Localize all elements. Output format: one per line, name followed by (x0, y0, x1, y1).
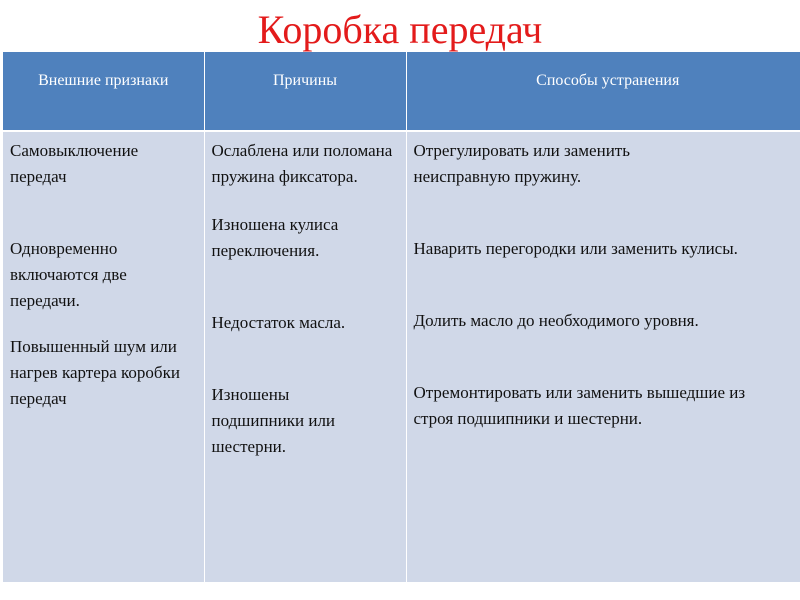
table-header-row (3, 52, 800, 131)
remedy-4: Отремонтировать или заменить вышедшие из строя подшипники и шестерни. (413, 383, 746, 428)
remedy-2: Наварить перегородки или заменить кулисы. (413, 239, 738, 258)
header-causes: Причины (204, 52, 406, 131)
remedy-1: Отрегулировать или заменить неисправную пружину. (413, 141, 630, 186)
cause-4: Изношены подшипники или шестерни. (211, 385, 336, 456)
symptom-3: Повышенный шум или нагрев картера коробки передач (10, 337, 180, 408)
cell-causes (204, 131, 406, 582)
header-remedies: Способы устранения (406, 52, 800, 131)
fault-table (3, 52, 800, 582)
symptom-1: Самовыключение передач (10, 141, 139, 186)
cell-remedies (406, 131, 800, 582)
header-symptoms: Внешние признаки (3, 52, 204, 131)
table-row (3, 131, 800, 582)
remedy-3: Долить масло до необходимого уровня. (413, 311, 699, 330)
cell-symptoms (3, 131, 204, 582)
cause-2: Изношена кулиса переключения. (211, 215, 339, 260)
symptom-2: Одновременно включаются две передачи. (10, 239, 127, 310)
cause-3: Недостаток масла. (211, 313, 346, 332)
cause-1: Ослаблена или поломана пружина фиксатора. (211, 141, 393, 186)
page-title: Коробка передач (257, 7, 543, 52)
